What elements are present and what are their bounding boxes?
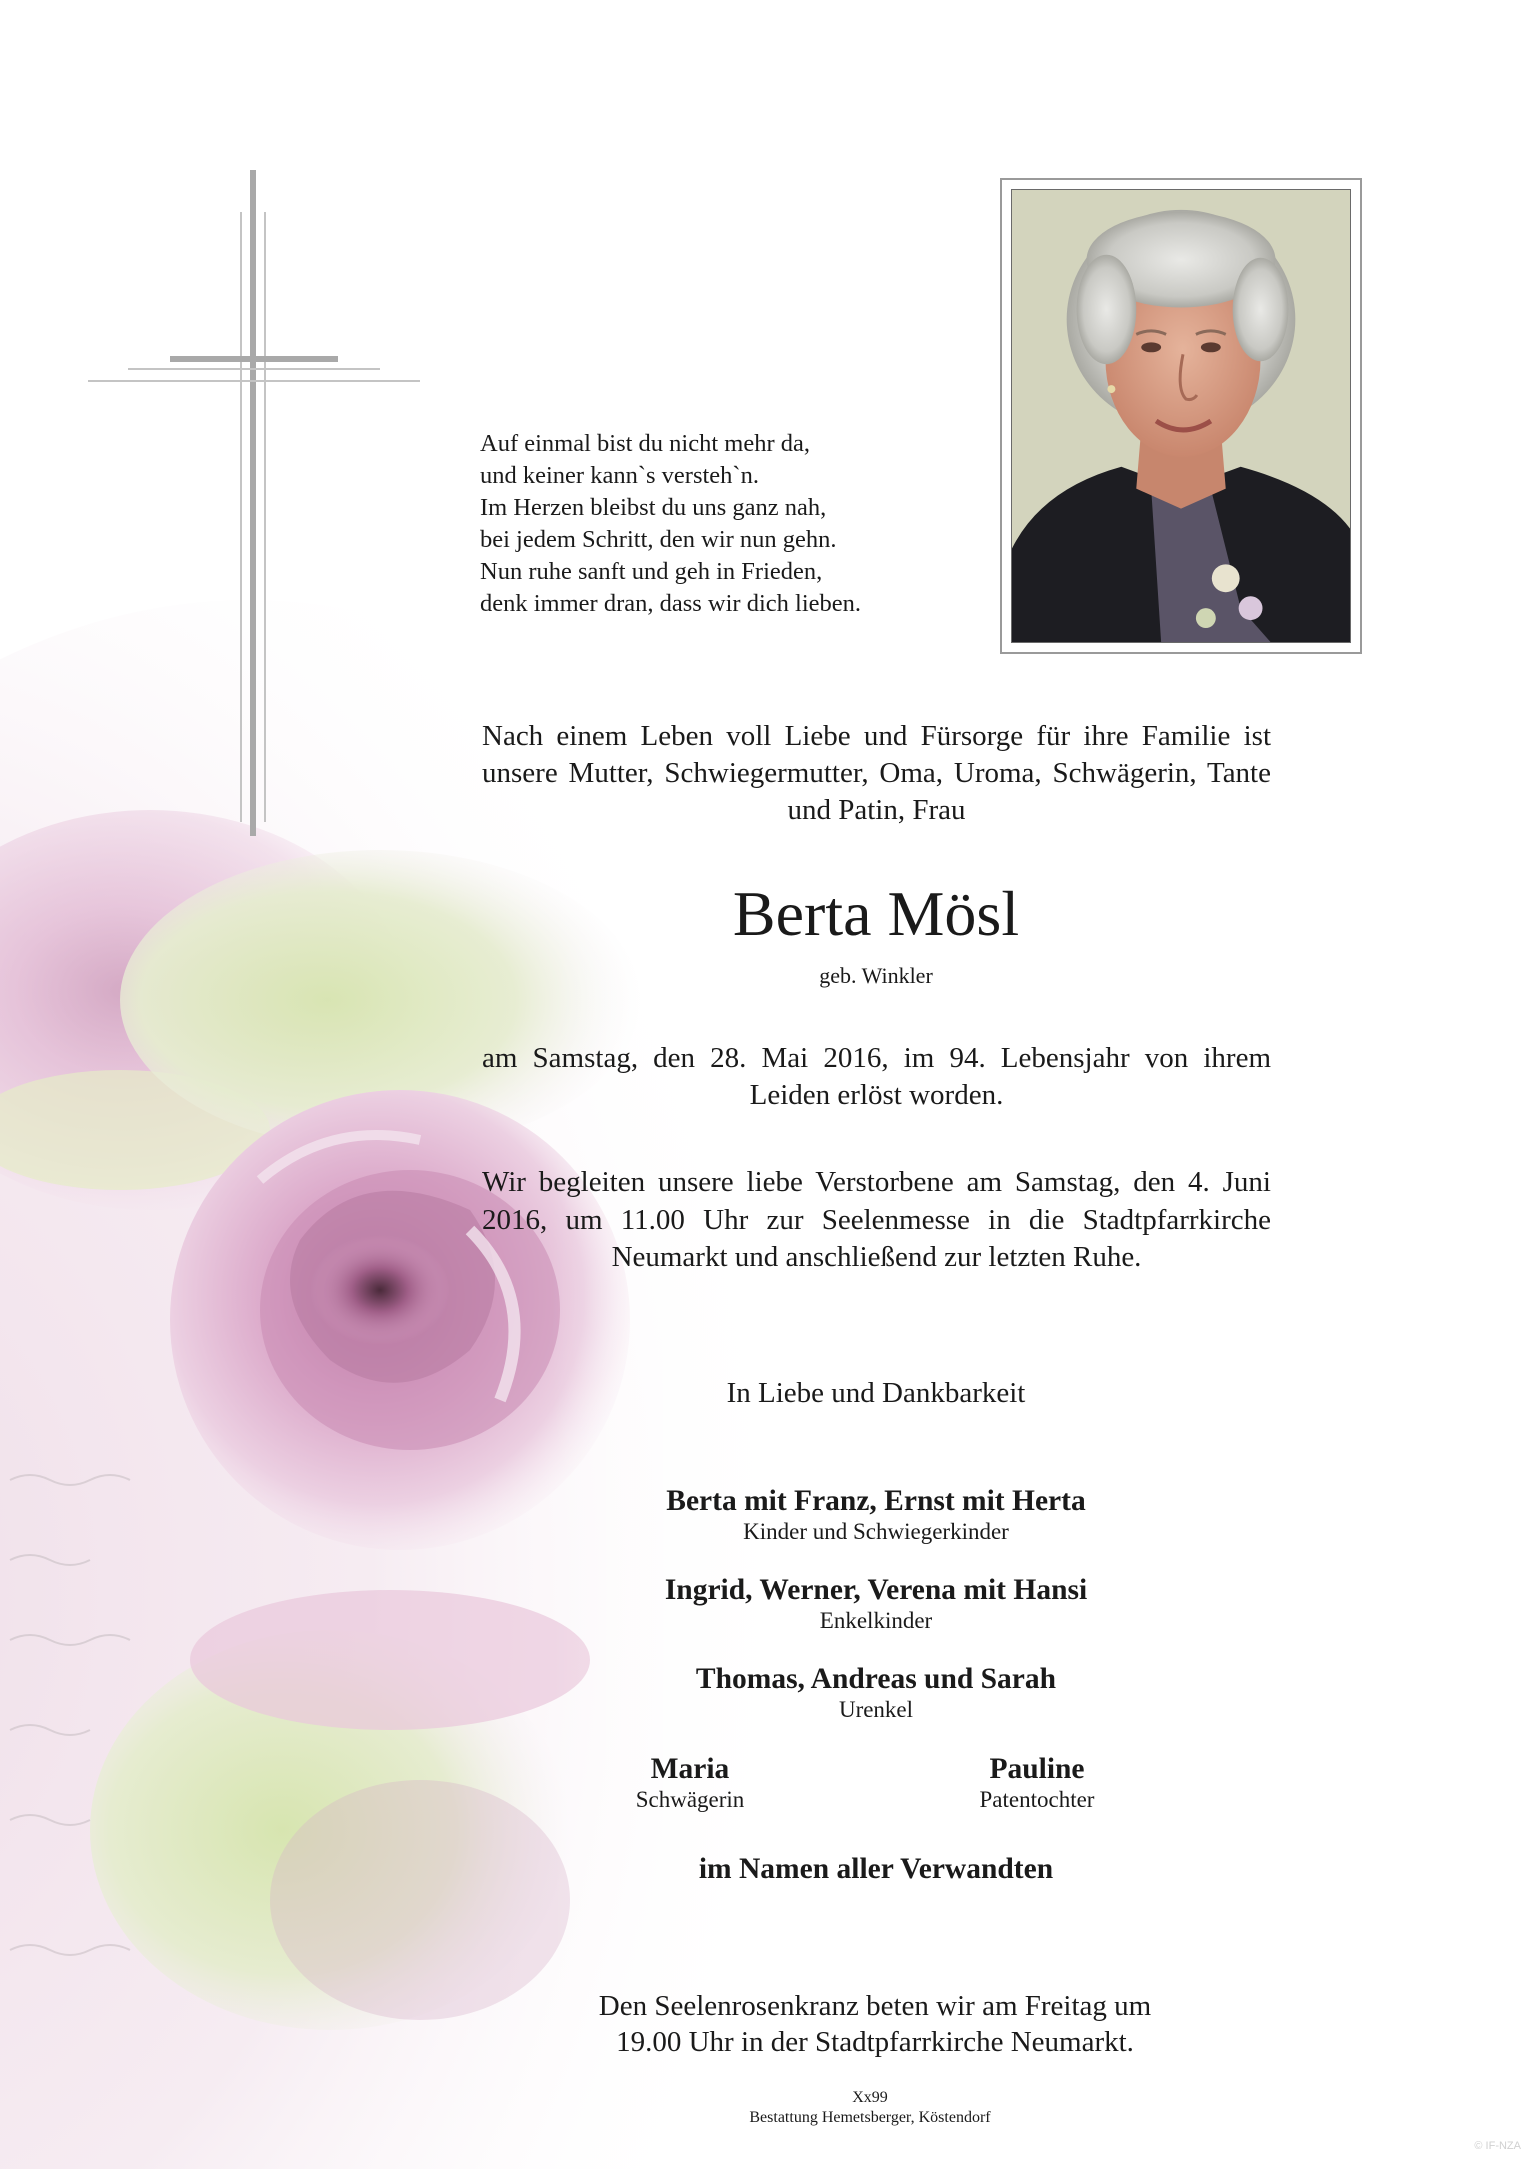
death-notice: am Samstag, den 28. Mai 2016, im 94. Lebensjahr von ihrem Leiden erlöst worden. [482,1042,1271,1111]
mourner-names: Thomas, Andreas und Sarah [695,1663,1057,1695]
footer [700,2088,1040,2128]
poem-line: Im Herzen bleibst du uns ganz nah, [480,494,827,521]
rosary-line: 19.00 Uhr in der Stadtpfarrkirche Neumarkt. [616,2026,1134,2058]
mourner-group [560,1662,1192,1723]
rosary-line: Den Seelenrosenkranz beten wir am Freitag um [598,1990,1152,2022]
closing-line: im Namen aller Verwandten [698,1853,1054,1885]
mourner-names: Berta mit Franz, Ernst mit Herta [666,1485,1086,1517]
mourner-group [560,1573,1192,1634]
funeral-notice: Wir begleiten unsere liebe Verstorbene am Samstag, den 4. Juni 2016, um 11.00 Uhr zur Seelenmesse in die Stadtpfarrkirche Neumarkt und anschließend zur letzten Ruhe. [482,1166,1271,1273]
portrait-photo [1011,189,1351,643]
poem-line: Auf einmal bist du nicht mehr da, [480,430,810,457]
poem [480,428,1000,620]
footer-code: Xx99 [852,2089,888,2106]
mourner-group [560,1484,1192,1545]
poem-line: Nun ruhe sanft und geh in Frieden, [480,558,823,585]
mourner-relation: Urenkel [838,1697,914,1722]
poem-line: und keiner kann`s versteh`n. [480,462,759,489]
poem-line: denk immer dran, dass wir dich lieben. [480,590,862,617]
mourner-relation: Schwägerin [635,1787,745,1812]
thanks-line: In Liebe und Dankbarkeit [726,1377,1026,1409]
mourner-names: Maria [650,1753,730,1785]
mourner-relation: Enkelkinder [819,1608,933,1633]
deceased-name: Berta Mösl [732,878,1020,949]
watermark: © IF-NZA [1474,2140,1521,2152]
photo-frame [1000,178,1362,654]
poem-line: bei jedem Schritt, den wir nun gehn. [480,526,837,553]
mourner-relation: Kinder und Schwiegerkinder [743,1519,1009,1544]
rosary-notice [500,1988,1250,2060]
mourner-names: Ingrid, Werner, Verena mit Hansi [664,1574,1088,1606]
mourner-relation: Patentochter [979,1787,1095,1812]
mourner-names: Pauline [989,1753,1085,1785]
intro-text: Nach einem Leben voll Liebe und Fürsorge für ihre Familie ist unsere Mutter, Schwiegermutter, Oma, Uroma, Schwägerin, Tante und Patin, Frau [482,720,1271,826]
mourner-group [590,1752,790,1813]
mourner-group [937,1752,1137,1813]
undertaker: Bestattung Hemetsberger, Köstendorf [749,2109,991,2126]
maiden-name: geb. Winkler [819,963,933,988]
cross-icon [88,170,420,836]
